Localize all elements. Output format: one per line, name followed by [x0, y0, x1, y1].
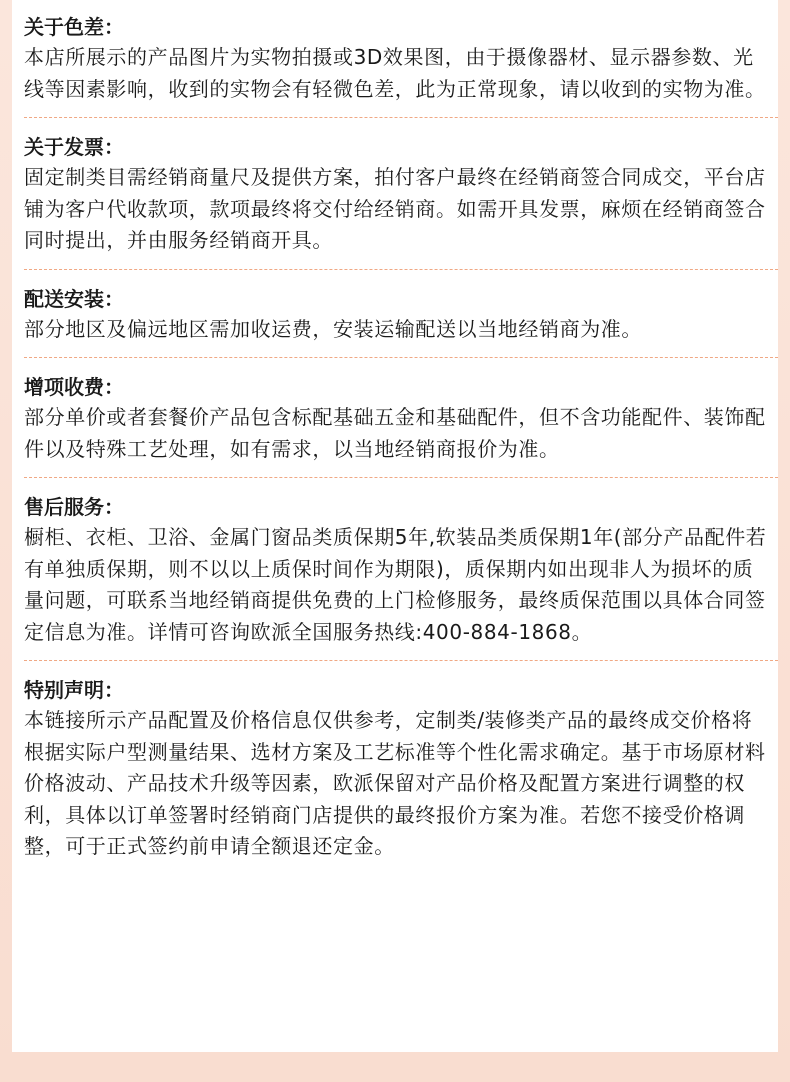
- section-body: 本链接所示产品配置及价格信息仅供参考，定制类/装修类产品的最终成交价格将根据实际户型测量结果、选材方案及工艺标准等个性化需求确定。基于市场原材料价格波动、产品技术升级等因素，欧派保留对产品价格及配置方案进行调整的权利，具体以订单签署时经销商门店提供的最终报价方案为准。若您不接受价格调整，可于正式签约前申请全额退还定金。: [24, 708, 766, 858]
- section-heading: 售后服务：: [24, 495, 124, 519]
- section-heading: 特别声明：: [24, 678, 124, 702]
- after-sales-section: [24, 478, 768, 660]
- section-body: 部分单价或者套餐价产品包含标配基础五金和基础配件，但不含功能配件、装饰配件以及特殊工艺处理，如有需求，以当地经销商报价为准。: [24, 405, 766, 461]
- invoice-section: [24, 118, 768, 269]
- section-body: 橱柜、衣柜、卫浴、金属门窗品类质保期5年,软装品类质保期1年(部分产品配件若有单独质保期，则不以以上质保时间作为期限)，质保期内如出现非人为损坏的质量问题，可联系当地经销商提供免费的上门检修服务，最终质保范围以具体合同签定信息为准。详情可咨询欧派全国服务热线:400-884-1868。: [24, 525, 767, 644]
- section-heading: 增项收费：: [24, 375, 124, 399]
- delivery-installation-section: [24, 270, 768, 358]
- section-body: 部分地区及偏远地区需加收运费，安装运输配送以当地经销商为准。: [24, 316, 642, 341]
- color-difference-section: [24, 0, 768, 117]
- section-body: 本店所展示的产品图片为实物拍摄或3D效果图，由于摄像器材、显示器参数、光 线等因素影响，收到的实物会有轻微色差，此为正常现象，请以收到的实物为准。: [24, 45, 766, 101]
- extra-charges-section: [24, 358, 768, 477]
- special-statement-section: [24, 661, 768, 875]
- section-body: 固定制类目需经销商量尺及提供方案，拍付客户最终在经销商签合同成交，平台店铺为客户代收款项，款项最终将交付给经销商。如需开具发票，麻烦在经销商签合同时提出，并由服务经销商开具。: [24, 165, 766, 252]
- notice-card: [12, 0, 778, 1052]
- section-heading: 配送安装：: [24, 286, 124, 311]
- section-heading: 关于发票：: [24, 135, 124, 159]
- section-heading: 关于色差：: [24, 15, 124, 39]
